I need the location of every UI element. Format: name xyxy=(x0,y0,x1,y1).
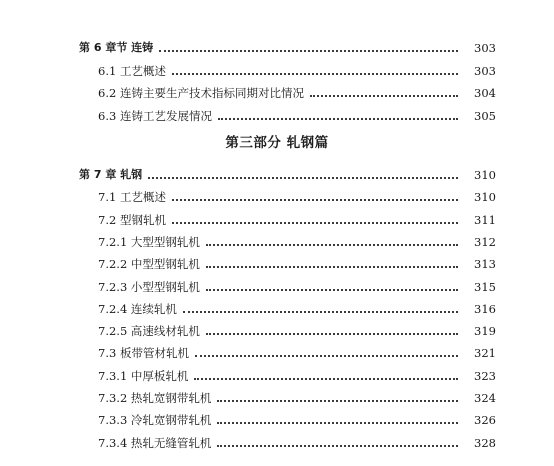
toc-dot-leader xyxy=(172,199,458,201)
toc-section-entry xyxy=(0,254,554,274)
toc-page-number-text: 303 xyxy=(474,63,496,78)
toc-section-entry xyxy=(0,410,554,430)
toc-entry-title: 7.2.1 大型型钢轧机 xyxy=(98,234,200,249)
toc-dot-leader xyxy=(172,222,458,224)
toc-dot-leader xyxy=(172,73,458,75)
toc-section-entry xyxy=(0,343,554,363)
toc-entry-title: 7.2.3 小型型钢轧机 xyxy=(98,279,200,294)
toc-section-entry xyxy=(0,83,554,103)
toc-section-entry xyxy=(0,366,554,386)
toc-dot-leader xyxy=(206,244,458,246)
toc-dot-leader xyxy=(217,422,458,424)
toc-entry-title: 7.2.5 高速线材轧机 xyxy=(98,324,200,339)
toc-page-number-text: 303 xyxy=(474,41,496,55)
toc-dot-leader xyxy=(148,177,458,179)
toc-section-entry xyxy=(0,106,554,126)
toc-entry-title: 7.2 型钢轧机 xyxy=(98,212,166,227)
toc-chapter-entry xyxy=(0,38,554,58)
toc-entry-title: 7.3.3 冷轧宽钢带轧机 xyxy=(98,413,212,428)
toc-page-number-text: 311 xyxy=(474,212,496,227)
toc-entry-title: 7.3.4 热轧无缝管轧机 xyxy=(98,435,212,450)
toc-dot-leader xyxy=(195,355,458,357)
toc-page-number-text: 323 xyxy=(474,368,496,383)
toc-dot-leader xyxy=(217,400,458,402)
toc-entry-title: 6.3 连铸工艺发展情况 xyxy=(98,109,212,124)
toc-section-entry xyxy=(0,210,554,230)
toc-entry-title: 7.2.2 中型型钢轧机 xyxy=(98,257,200,272)
toc-dot-leader xyxy=(218,118,458,120)
toc-section-entry xyxy=(0,232,554,252)
toc-section-entry xyxy=(0,321,554,341)
toc-page-number-text: 319 xyxy=(474,324,496,339)
toc-page-number-text: 316 xyxy=(474,301,496,316)
toc-entry-title: 第 6 章节 连铸 xyxy=(79,41,154,54)
toc-page-number-text: 328 xyxy=(474,435,496,450)
toc-page-number-text: 305 xyxy=(474,109,496,124)
toc-page-number-text: 321 xyxy=(474,346,496,361)
toc-entry-title: 7.3.1 中厚板轧机 xyxy=(98,368,189,383)
toc-section-entry xyxy=(0,187,554,207)
toc-entry-title: 7.3 板带管材轧机 xyxy=(98,346,189,361)
toc-section-entry xyxy=(0,277,554,297)
toc-page-number-text: 324 xyxy=(474,391,496,405)
toc-chapter-entry xyxy=(0,165,554,185)
toc-page-number-text: 326 xyxy=(474,413,496,428)
part-heading: 第三部分 轧钢篇 xyxy=(225,135,329,151)
toc-dot-leader xyxy=(217,445,458,447)
toc-entry-title: 6.2 连铸主要生产技术指标同期对比情况 xyxy=(98,86,304,101)
toc-entry-title: 第 7 章 轧钢 xyxy=(79,168,143,181)
toc-page-number-text: 313 xyxy=(474,257,496,272)
toc-dot-leader xyxy=(206,289,458,291)
toc-page-number-text: 304 xyxy=(474,86,496,101)
toc-section-entry xyxy=(0,433,554,453)
toc-page-number-text: 310 xyxy=(474,168,496,182)
toc-section-entry xyxy=(0,388,554,408)
toc-dot-leader xyxy=(206,266,458,268)
toc-entry-title: 6.1 工艺概述 xyxy=(98,63,166,78)
toc-dot-leader xyxy=(159,50,458,52)
toc-page-number-text: 315 xyxy=(474,279,496,294)
toc-dot-leader xyxy=(183,311,458,313)
toc-entry-title: 7.1 工艺概述 xyxy=(98,190,166,205)
toc-page-number-text: 310 xyxy=(474,190,496,205)
toc-page-number-text: 312 xyxy=(474,234,496,249)
toc-entry-title: 7.2.4 连续轧机 xyxy=(98,301,177,316)
toc-dot-leader xyxy=(206,333,458,335)
toc-entry-title: 7.3.2 热轧宽钢带轧机 xyxy=(98,391,212,405)
toc-section-entry xyxy=(0,61,554,81)
toc-section-entry xyxy=(0,299,554,319)
toc-dot-leader xyxy=(194,378,458,380)
toc-dot-leader xyxy=(310,95,458,97)
